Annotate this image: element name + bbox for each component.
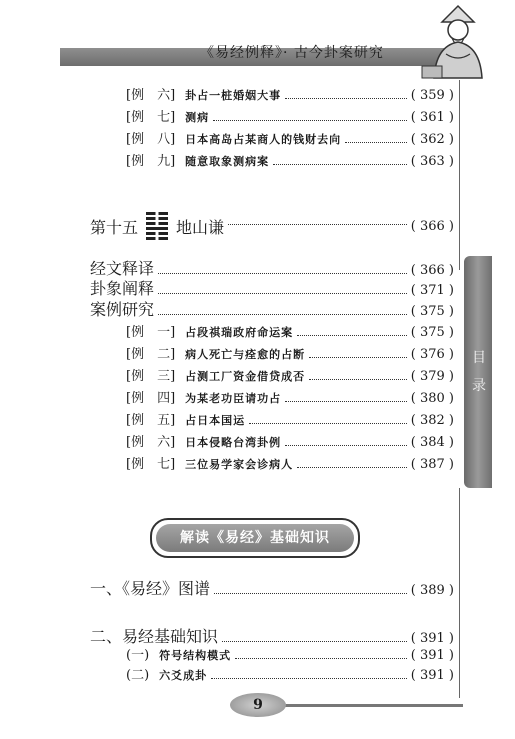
entry-label: [例 六]	[126, 435, 176, 450]
dot-leader	[273, 164, 407, 165]
dot-leader	[158, 273, 407, 274]
dot-leader	[249, 423, 407, 424]
dot-leader	[235, 658, 407, 659]
entry-label: [例 二]	[126, 347, 176, 362]
part-banner-title: 解读《易经》基础知识	[156, 524, 354, 552]
entry-title: 三位易学家会诊病人	[185, 458, 294, 471]
entry-label: [例 六]	[126, 88, 176, 103]
entry-title: 病人死亡与痊愈的占断	[185, 348, 306, 361]
entry-label: [例 五]	[126, 413, 176, 428]
right-rule-upper	[459, 80, 460, 270]
entry-page: ( 382 )	[410, 413, 454, 428]
entry-label: [例 四]	[126, 391, 176, 406]
dot-leader	[213, 120, 407, 121]
toc-entry[interactable]	[126, 409, 454, 427]
dot-leader	[285, 98, 407, 99]
side-tab-char: 录	[472, 378, 486, 394]
toc-entry[interactable]	[126, 365, 454, 383]
toc-entry[interactable]	[90, 256, 454, 278]
entry-label: (一)	[126, 648, 150, 663]
toc-entry[interactable]	[126, 343, 454, 361]
entry-label: 案例研究	[90, 300, 155, 319]
sage-figure-illustration	[420, 2, 496, 80]
entry-page: ( 362 )	[410, 132, 454, 147]
entry-label: [例 一]	[126, 325, 176, 340]
dot-leader	[158, 314, 407, 315]
entry-title: 为某老功臣请功占	[185, 392, 282, 405]
entry-page: ( 379 )	[410, 369, 454, 384]
entry-label: 卦象阐释	[90, 279, 155, 298]
entry-label: (二)	[126, 668, 150, 683]
dot-leader	[345, 142, 407, 143]
entry-label: [例 七]	[126, 457, 176, 472]
section-title: 地山谦	[176, 217, 225, 237]
dot-leader	[297, 467, 407, 468]
entry-title: 随意取象测病案	[185, 155, 270, 168]
entry-page: ( 366 )	[410, 263, 454, 278]
entry-page: ( 359 )	[410, 88, 454, 103]
toc-entry[interactable]	[126, 431, 454, 449]
toc-entry[interactable]	[90, 297, 454, 319]
dot-leader	[297, 335, 407, 336]
toc-entry[interactable]	[126, 664, 454, 682]
qian-hexagram-icon	[146, 210, 168, 242]
dot-leader	[211, 678, 407, 679]
entry-title: 卦占一桩婚姻大事	[185, 89, 282, 102]
side-tab-char: 目	[472, 350, 486, 366]
header-title: 《易经例释》· 古今卦案研究	[200, 45, 384, 61]
right-rule-lower	[459, 488, 460, 698]
entry-label: [例 九]	[126, 154, 176, 169]
entry-title: 六爻成卦	[159, 669, 208, 682]
entry-page: ( 391 )	[410, 631, 454, 646]
entry-page: ( 363 )	[410, 154, 454, 169]
dot-leader	[309, 379, 407, 380]
entry-title: 占段祺瑞政府命运案	[185, 326, 294, 339]
toc-entry[interactable]	[126, 644, 454, 662]
entry-page: ( 361 )	[410, 110, 454, 125]
entry-title: 符号结构模式	[159, 649, 232, 662]
entry-page: ( 384 )	[410, 435, 454, 450]
entry-page: ( 391 )	[410, 648, 454, 663]
toc-entry[interactable]	[126, 387, 454, 405]
entry-page: ( 366 )	[410, 218, 454, 234]
entry-page: ( 389 )	[410, 583, 454, 598]
entry-title: 占测工厂资金借贷成否	[185, 370, 306, 383]
dot-leader	[309, 357, 407, 358]
entry-title: 测病	[185, 111, 210, 124]
dot-leader	[228, 224, 407, 225]
entry-page: ( 371 )	[410, 283, 454, 298]
part-banner	[150, 518, 360, 558]
dot-leader	[214, 593, 407, 594]
dot-leader	[285, 401, 407, 402]
entry-page: ( 375 )	[410, 325, 454, 340]
entry-label: 一、《易经》图谱	[90, 579, 211, 598]
footer-rule	[285, 704, 463, 707]
entry-label: [例 七]	[126, 110, 176, 125]
dot-leader	[222, 641, 407, 642]
toc-entry[interactable]	[126, 84, 454, 102]
entry-title: 日本侵略台湾卦例	[185, 436, 282, 449]
entry-label: [例 八]	[126, 132, 176, 147]
page-number: 9	[230, 693, 286, 717]
toc-entry[interactable]	[126, 321, 454, 339]
toc-entry[interactable]	[126, 453, 454, 471]
entry-label: [例 三]	[126, 369, 176, 384]
dot-leader	[158, 293, 407, 294]
dot-leader	[285, 445, 407, 446]
toc-entry[interactable]	[90, 624, 454, 646]
entry-page: ( 375 )	[410, 304, 454, 319]
entry-title: 占日本国运	[185, 414, 246, 427]
toc-entry[interactable]	[126, 128, 454, 146]
entry-page: ( 376 )	[410, 347, 454, 362]
section-number: 第十五	[90, 217, 139, 237]
side-tab-label	[471, 344, 487, 400]
toc-entry[interactable]	[126, 106, 454, 124]
toc-entry[interactable]	[90, 276, 454, 298]
entry-label: 经文释译	[90, 259, 155, 278]
entry-page: ( 387 )	[410, 457, 454, 472]
entry-title: 日本高岛占某商人的钱财去向	[185, 133, 342, 146]
toc-entry[interactable]	[126, 150, 454, 168]
toc-entry[interactable]	[90, 576, 454, 598]
entry-label: 二、易经基础知识	[90, 627, 219, 646]
entry-page: ( 380 )	[410, 391, 454, 406]
entry-page: ( 391 )	[410, 668, 454, 683]
toc-section-15[interactable]	[90, 212, 454, 240]
